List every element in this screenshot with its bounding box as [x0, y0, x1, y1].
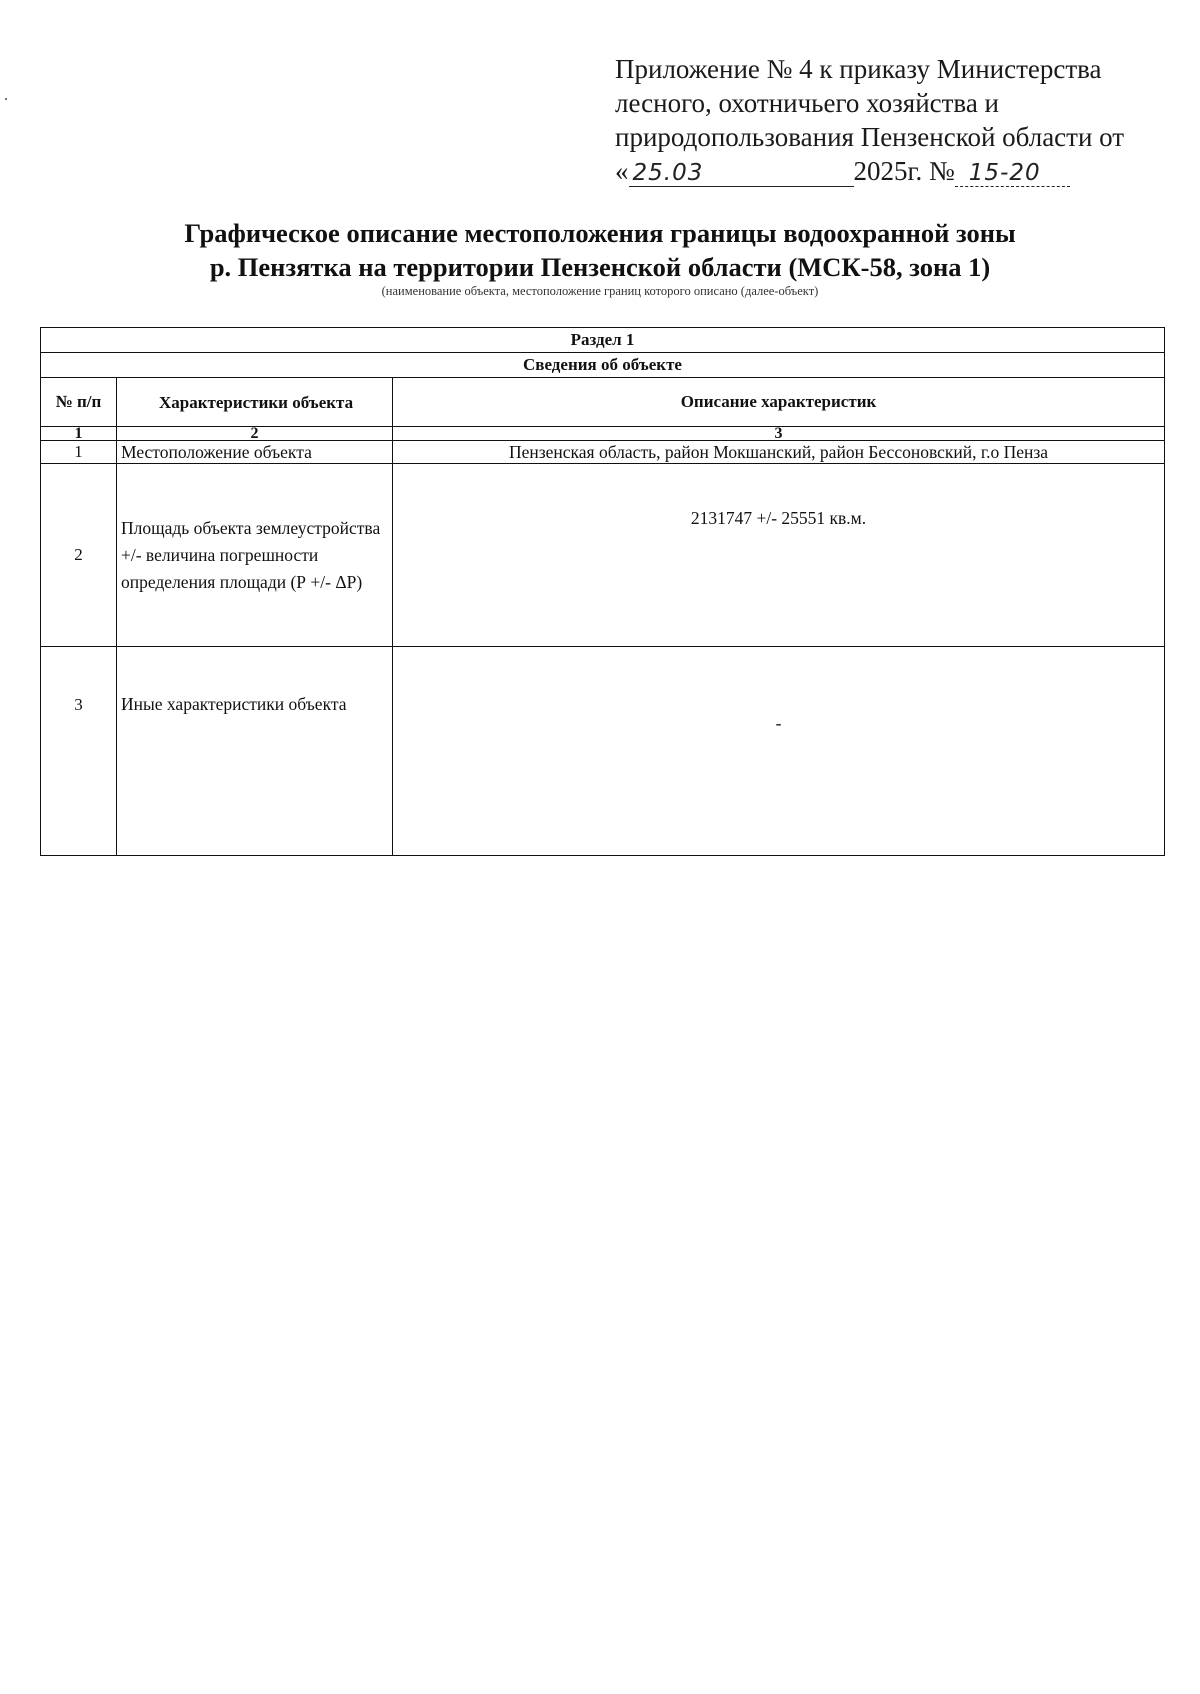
handwritten-date: 25.03	[632, 160, 704, 186]
year-and-number-label: 2025г. №	[853, 156, 955, 186]
date-blank	[629, 158, 854, 187]
document-title	[0, 216, 1200, 284]
column-index-2: 2	[117, 427, 393, 441]
scan-artifact-dot	[5, 98, 7, 100]
column-header-row	[41, 378, 1165, 427]
row-description: -	[393, 647, 1165, 856]
row-number: 2	[41, 464, 117, 647]
table-row	[41, 647, 1165, 856]
column-header-description: Описание характеристик	[393, 378, 1165, 427]
section-row	[41, 328, 1165, 353]
section-title-row	[41, 353, 1165, 378]
table-row	[41, 441, 1165, 464]
object-info-table	[40, 327, 1165, 856]
table-row	[41, 464, 1165, 647]
section-label: Раздел 1	[41, 328, 1165, 353]
handwritten-number: 15-20	[968, 160, 1041, 186]
header-line-1: Приложение № 4 к приказу Министерства	[615, 54, 1102, 84]
row-number: 3	[41, 647, 117, 856]
column-header-number: № п/п	[41, 378, 117, 427]
order-appendix-header	[615, 52, 1175, 188]
row-number: 1	[41, 441, 117, 464]
column-index-1: 1	[41, 427, 117, 441]
section-title: Сведения об объекте	[41, 353, 1165, 378]
title-line-2: р. Пензятка на территории Пензенской области (МСК-58, зона 1)	[209, 252, 991, 282]
header-line-2: лесного, охотничьего хозяйства и	[615, 88, 999, 118]
title-caption: (наименование объекта, местоположение границ которого описано (далее-объект)	[381, 284, 819, 298]
column-index-3: 3	[393, 427, 1165, 441]
number-blank	[955, 158, 1070, 187]
date-open-quote: «	[615, 156, 629, 186]
row-characteristic: Местоположение объекта	[117, 441, 393, 464]
row-description: Пензенская область, район Мокшанский, район Бессоновский, г.о Пенза	[393, 441, 1165, 464]
header-date-line	[615, 154, 1175, 188]
header-line-3: природопользования Пензенской области от	[615, 122, 1125, 152]
row-description: 2131747 +/- 25551 кв.м.	[393, 464, 1165, 647]
title-line-1: Графическое описание местоположения границы водоохранной зоны	[184, 218, 1016, 248]
row-characteristic: Иные характеристики объекта	[117, 647, 393, 856]
column-header-characteristics: Характеристики объекта	[117, 378, 393, 427]
column-index-row	[41, 427, 1165, 441]
row-characteristic: Площадь объекта землеустройства +/- величина погрешности определения площади (Р +/- ΔР)	[117, 464, 393, 647]
